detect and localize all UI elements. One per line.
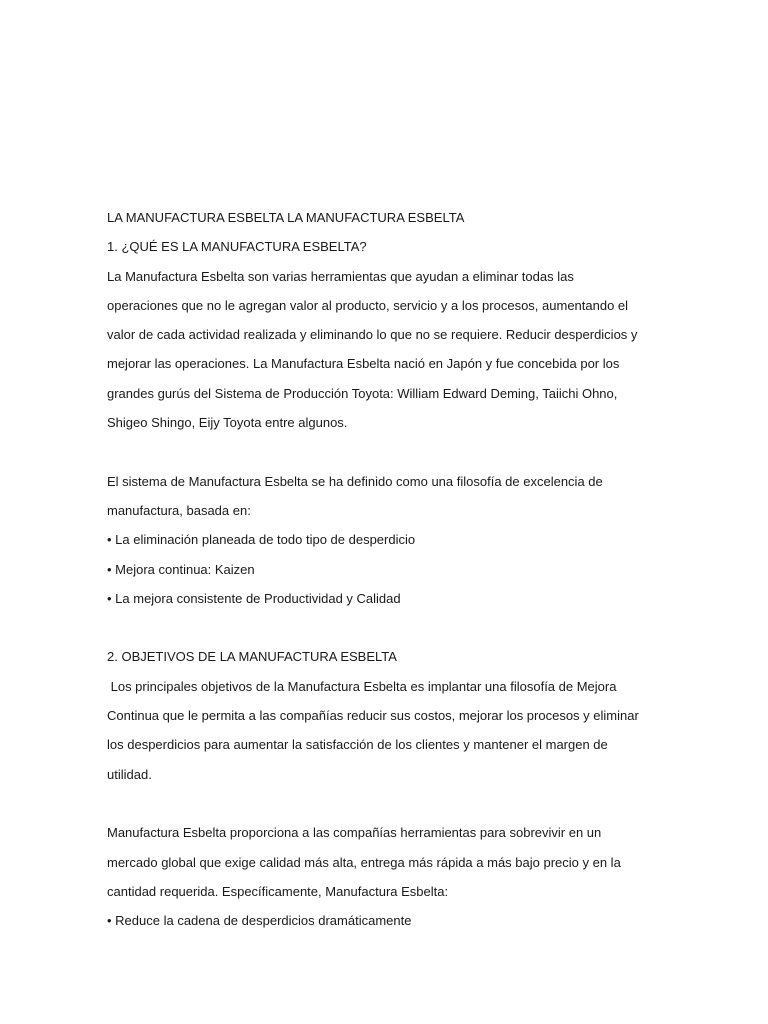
paragraph-line: mercado global que exige calidad más alta, entrega más rápida a más bajo precio y en la	[107, 854, 621, 870]
paragraph-line: cantidad requerida. Específicamente, Manufactura Esbelta:	[107, 883, 449, 899]
paragraph-line: Continua que le permita a las compañías reducir sus costos, mejorar los procesos y eliminar	[107, 708, 639, 724]
section-1-heading: 1. ¿QUÉ ES LA MANUFACTURA ESBELTA?	[107, 239, 367, 255]
paragraph-line: grandes gurús del Sistema de Producción Toyota: William Edward Deming, Taiichi Ohno,	[107, 385, 618, 401]
paragraph-line: los desperdicios para aumentar la satisfacción de los clientes y mantener el margen de	[107, 737, 608, 753]
paragraph-line: valor de cada actividad realizada y eliminando lo que no se requiere. Reducir desperdicios y	[107, 327, 638, 343]
paragraph-line: La Manufactura Esbelta son varias herramientas que ayudan a eliminar todas las	[107, 268, 574, 284]
blank-line	[107, 437, 627, 466]
bullet-item: • La mejora consistente de Productividad y Calidad	[107, 590, 401, 606]
blank-line	[107, 789, 627, 818]
paragraph-line: mejorar las operaciones. La Manufactura Esbelta nació en Japón y fue concebida por los	[107, 356, 620, 372]
paragraph-line: Los principales objetivos de la Manufactura Esbelta es implantar una filosofía de Mejora	[107, 678, 617, 694]
paragraph-line: Shigeo Shingo, Eijy Toyota entre algunos.	[107, 415, 348, 431]
bullet-item: • La eliminación planeada de todo tipo de desperdicio	[107, 532, 416, 548]
paragraph-line: Manufactura Esbelta proporciona a las compañías herramientas para sobrevivir en un	[107, 825, 602, 841]
section-2-paragraph-1	[107, 672, 639, 789]
section-2-heading: 2. OBJETIVOS DE LA MANUFACTURA ESBELTA	[107, 649, 397, 665]
section-2-bullet-list	[107, 906, 627, 935]
blank-line	[107, 613, 627, 642]
section-2-paragraph-2	[107, 818, 627, 906]
paragraph-line: utilidad.	[107, 766, 152, 782]
paragraph-line: El sistema de Manufactura Esbelta se ha definido como una filosofía de excelencia de	[107, 473, 603, 489]
document-body	[107, 203, 639, 935]
section-1-paragraph-2	[107, 467, 627, 526]
paragraph-line: manufactura, basada en:	[107, 502, 251, 518]
section-1-bullet-list	[107, 525, 627, 613]
section-1-paragraph-1	[107, 262, 638, 438]
document-title: LA MANUFACTURA ESBELTA LA MANUFACTURA ESBELTA	[107, 210, 465, 225]
bullet-item: • Mejora continua: Kaizen	[107, 561, 255, 577]
bullet-item: • Reduce la cadena de desperdicios dramáticamente	[107, 913, 412, 929]
paragraph-line: operaciones que no le agregan valor al producto, servicio y a los procesos, aumentando el	[107, 297, 629, 313]
